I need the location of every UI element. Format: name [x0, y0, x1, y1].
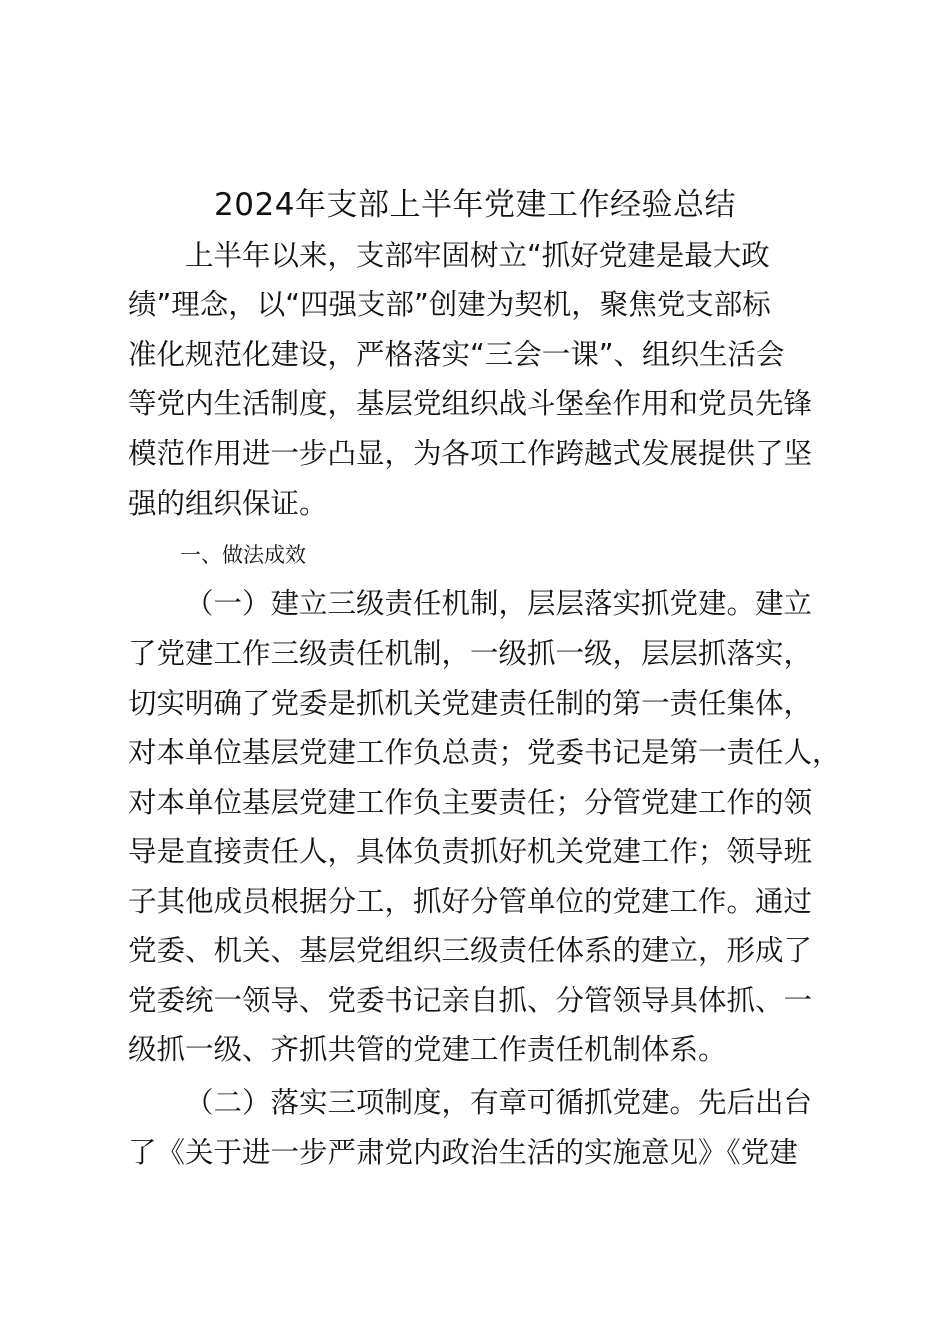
section1-line-6: 导是直接责任人，具体负责抓好机关党建工作；领导班 — [128, 835, 813, 868]
intro-line-1: 上半年以来，支部牢固树立“抓好党建是最大政 — [185, 239, 770, 272]
section2-line-1: （二）落实三项制度，有章可循抓党建。先后出台 — [185, 1086, 813, 1119]
section1-line-4: 对本单位基层党建工作负总责；党委书记是第一责任人， — [128, 736, 841, 769]
section1-line-9: 党委统一领导、党委书记亲自抓、分管领导具体抓、一 — [128, 984, 813, 1017]
section2-line-2: 了《关于进一步严肃党内政治生活的实施意见》《党建 — [128, 1136, 798, 1169]
section1-line-2: 了党建工作三级责任机制，一级抓一级，层层抓落实， — [128, 637, 813, 670]
intro-line-5: 模范作用进一步凸显，为各项工作跨越式发展提供了坚 — [128, 437, 813, 470]
section1-line-1: （一）建立三级责任机制，层层落实抓党建。建立 — [185, 587, 813, 620]
section1-line-8: 党委、机关、基层党组织三级责任体系的建立，形成了 — [128, 934, 813, 967]
intro-line-2: 绩”理念，以“四强支部”创建为契机，聚焦党支部标 — [128, 288, 771, 321]
intro-line-4: 等党内生活制度，基层党组织战斗堡垒作用和党员先锋 — [128, 387, 813, 420]
intro-line-6: 强的组织保证。 — [128, 487, 328, 520]
section1-line-5: 对本单位基层党建工作负主要责任；分管党建工作的领 — [128, 786, 813, 819]
document-title: 2024年支部上半年党建工作经验总结 — [214, 187, 736, 223]
section1-line-3: 切实明确了党委是抓机关党建责任制的第一责任集体， — [128, 687, 813, 720]
section1-line-10: 级抓一级、齐抓共管的党建工作责任机制体系。 — [128, 1033, 727, 1066]
section1-line-7: 子其他成员根据分工，抓好分管单位的党建工作。通过 — [128, 885, 813, 918]
section-heading: 一、做法成效 — [180, 543, 306, 567]
intro-line-3: 准化规范化建设，严格落实“三会一课”、组织生活会 — [128, 338, 785, 371]
